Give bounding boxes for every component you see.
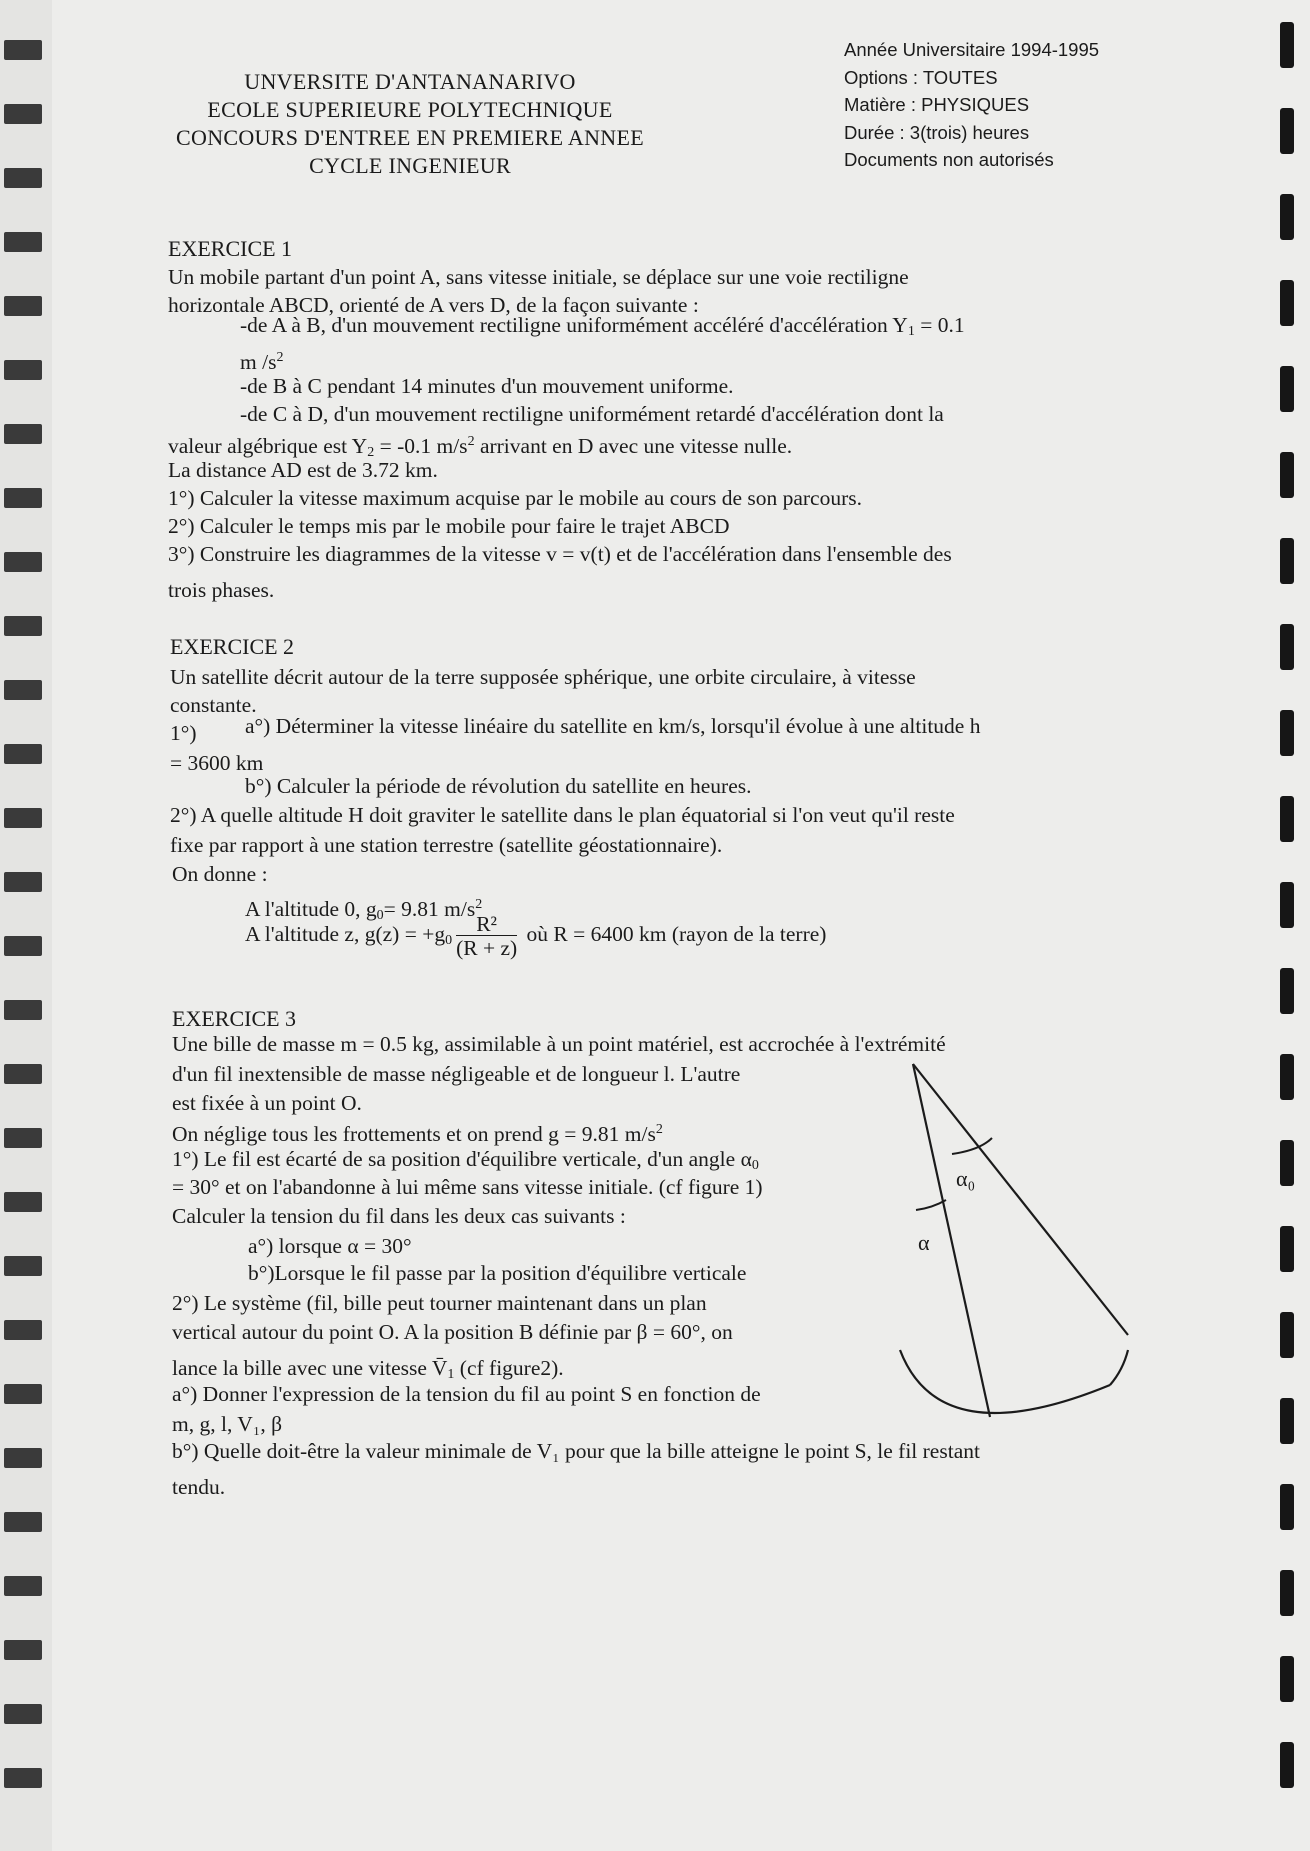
exercise-1-text: Un mobile partant d'un point A, sans vitesse initiale, se déplace sur une voie rectiligne <box>168 265 909 289</box>
exercise-1-question-2: 2°) Calculer le temps mis par le mobile pour faire le trajet ABCD <box>168 514 730 538</box>
exercise-3-text: est fixée à un point O. <box>172 1091 362 1115</box>
exercise-3-question-1-cont: = 30° et on l'abandonne à lui même sans vitesse initiale. (cf figure 1) <box>172 1175 763 1199</box>
exercise-2-question-2: 2°) A quelle altitude H doit graviter le satellite dans le plan équatorial si l'on veut qu'il reste <box>170 803 955 827</box>
exercise-3-title: EXERCICE 3 <box>172 1006 297 1031</box>
exercise-3-question-2a: a°) Donner l'expression de la tension du fil au point S en fonction de <box>172 1382 761 1406</box>
gz-fraction: $\frac{\text{R²}}{(R + z)}$ <box>456 911 518 960</box>
velocity-vector: V̄ <box>431 1356 448 1380</box>
exercise-1-phase-cd: -de C à D, d'un mouvement rectiligne uniformément retardé d'accélération dont la <box>240 402 944 426</box>
exercise-1-text: horizontale ABCD, orienté de A vers D, de la façon suivante : <box>168 293 699 317</box>
exercise-2-text: constante. <box>170 693 257 717</box>
exercise-3-question-1b: b°)Lorsque le fil passe par la position d'équilibre verticale <box>248 1261 747 1285</box>
exercise-1-phase-bc: -de B à C pendant 14 minutes d'un mouvement uniforme. <box>240 374 734 398</box>
exercise-3-question-2a-cont: m, g, l, V₁, β <box>172 1412 283 1436</box>
subject: Matière : PHYSIQUES <box>844 94 1030 115</box>
documents-rule: Documents non autorisés <box>844 149 1054 170</box>
exercise-2-text: Un satellite décrit autour de la terre supposée sphérique, une orbite circulaire, à vitesse <box>170 665 916 689</box>
school-name: ECOLE SUPERIEURE POLYTECHNIQUE <box>207 97 613 122</box>
institution-header <box>150 68 670 180</box>
exercise-2-given: On donne : <box>172 862 268 886</box>
exercise-3-question-2b-cont: tendu. <box>172 1475 226 1499</box>
exercise-1-question-3-cont: trois phases. <box>168 578 275 602</box>
exercise-3-question-2-velocity: lance la bille avec une vitesse $V̄_1$ (cf figure2). <box>172 1356 564 1382</box>
binding-strip-left <box>0 0 52 1851</box>
exercise-2-question-1a: a°) Déterminer la vitesse linéaire du satellite en km/s, lorsqu'il évolue à une altitude h <box>245 714 981 738</box>
exercise-2-question-2-cont: fixe par rapport à une station terrestre (satellite géostationnaire). <box>170 833 723 857</box>
exercise-3-text: d'un fil inextensible de masse négligeable et de longueur l. L'autre <box>172 1062 741 1086</box>
exercise-2-g0: A l'altitude 0, $g_0= 9.81$ $m/s^2$ <box>245 897 483 923</box>
pendulum-diagram <box>880 1050 1150 1440</box>
exercise-2-question-1b: b°) Calculer la période de révolution du satellite en heures. <box>245 774 752 798</box>
exercise-3-text: Une bille de masse m = 0.5 kg, assimilable à un point matériel, est accrochée à l'extrémité <box>172 1032 946 1056</box>
exercise-3-question-2: 2°) Le système (fil, bille peut tourner maintenant dans un plan <box>172 1291 707 1315</box>
exercise-2-gz-formula: A l'altitude z, $g(z) = +g_0$ $\frac{\text{R²}}{(R + z)}$ où R = 6400 km (rayon de la terre) <box>245 911 827 960</box>
exercise-3-assumptions: On néglige tous les frottements et on prend g = 9.81 $m/s^2$ <box>172 1122 663 1146</box>
trajectory-arc-end <box>1110 1350 1128 1385</box>
alpha0-arc <box>952 1138 992 1154</box>
exam-name: CONCOURS D'ENTREE EN PREMIERE ANNEE <box>176 125 644 150</box>
exercise-2-question-1a-cont: = 3600 km <box>170 751 264 775</box>
alpha-label: α <box>918 1230 930 1255</box>
university-name: UNVERSITE D'ANTANANARIVO <box>244 69 576 94</box>
exercise-1-phase-ab-unit: m $/s^2$ <box>240 350 284 374</box>
exercise-1-phase-ab: -de A à B, d'un mouvement rectiligne uniformément accéléré d'accélération $Y_1 = 0.1$ <box>240 313 965 339</box>
options: Options : TOUTES <box>844 66 998 88</box>
duration: Durée : 3(trois) heures <box>844 121 1030 143</box>
exercise-1-phase-cd-value: valeur algébrique est $Y_2 = -0.1$ $m/s^2$ arrivant en D avec une vitesse nulle. <box>168 434 793 460</box>
alpha0-label: α₀ <box>956 1166 976 1191</box>
academic-year: Année Universitaire 1994-1995 <box>844 39 1100 60</box>
exercise-2-question-1-number: 1°) <box>170 721 197 745</box>
exercise-3-question-1: 1°) Le fil est écarté de sa position d'équilibre verticale, d'un angle $\alpha_0$ <box>172 1147 759 1173</box>
trajectory-arc <box>900 1350 1110 1413</box>
cycle-name: CYCLE INGENIEUR <box>309 153 511 178</box>
pendulum-figure <box>880 1050 1150 1440</box>
exercise-3-question-2-cont: vertical autour du point O. A la position B définie par β = 60°, on <box>172 1320 733 1344</box>
alpha-arc <box>916 1200 946 1210</box>
exercise-1-question-3: 3°) Construire les diagrammes de la vitesse v = v(t) et de l'accélération dans l'ensemble des <box>168 542 952 566</box>
exam-info <box>844 36 1174 174</box>
exercise-1-title: EXERCICE 1 <box>168 236 293 261</box>
exercise-3-question-2b: b°) Quelle doit-être la valeur minimale de V₁ pour que la bille atteigne le point S, le fil restant <box>172 1439 980 1463</box>
exercise-1-distance: La distance AD est de 3.72 km. <box>168 458 438 482</box>
binding-strip-right <box>1250 0 1310 1851</box>
exercise-3-question-1a: a°) lorsque α = 30° <box>248 1234 412 1258</box>
exercise-3-question-1-task: Calculer la tension du fil dans les deux cas suivants : <box>172 1204 626 1228</box>
exercise-2-title: EXERCICE 2 <box>170 634 295 659</box>
exercise-1-question-1: 1°) Calculer la vitesse maximum acquise par le mobile au cours de son parcours. <box>168 486 862 510</box>
